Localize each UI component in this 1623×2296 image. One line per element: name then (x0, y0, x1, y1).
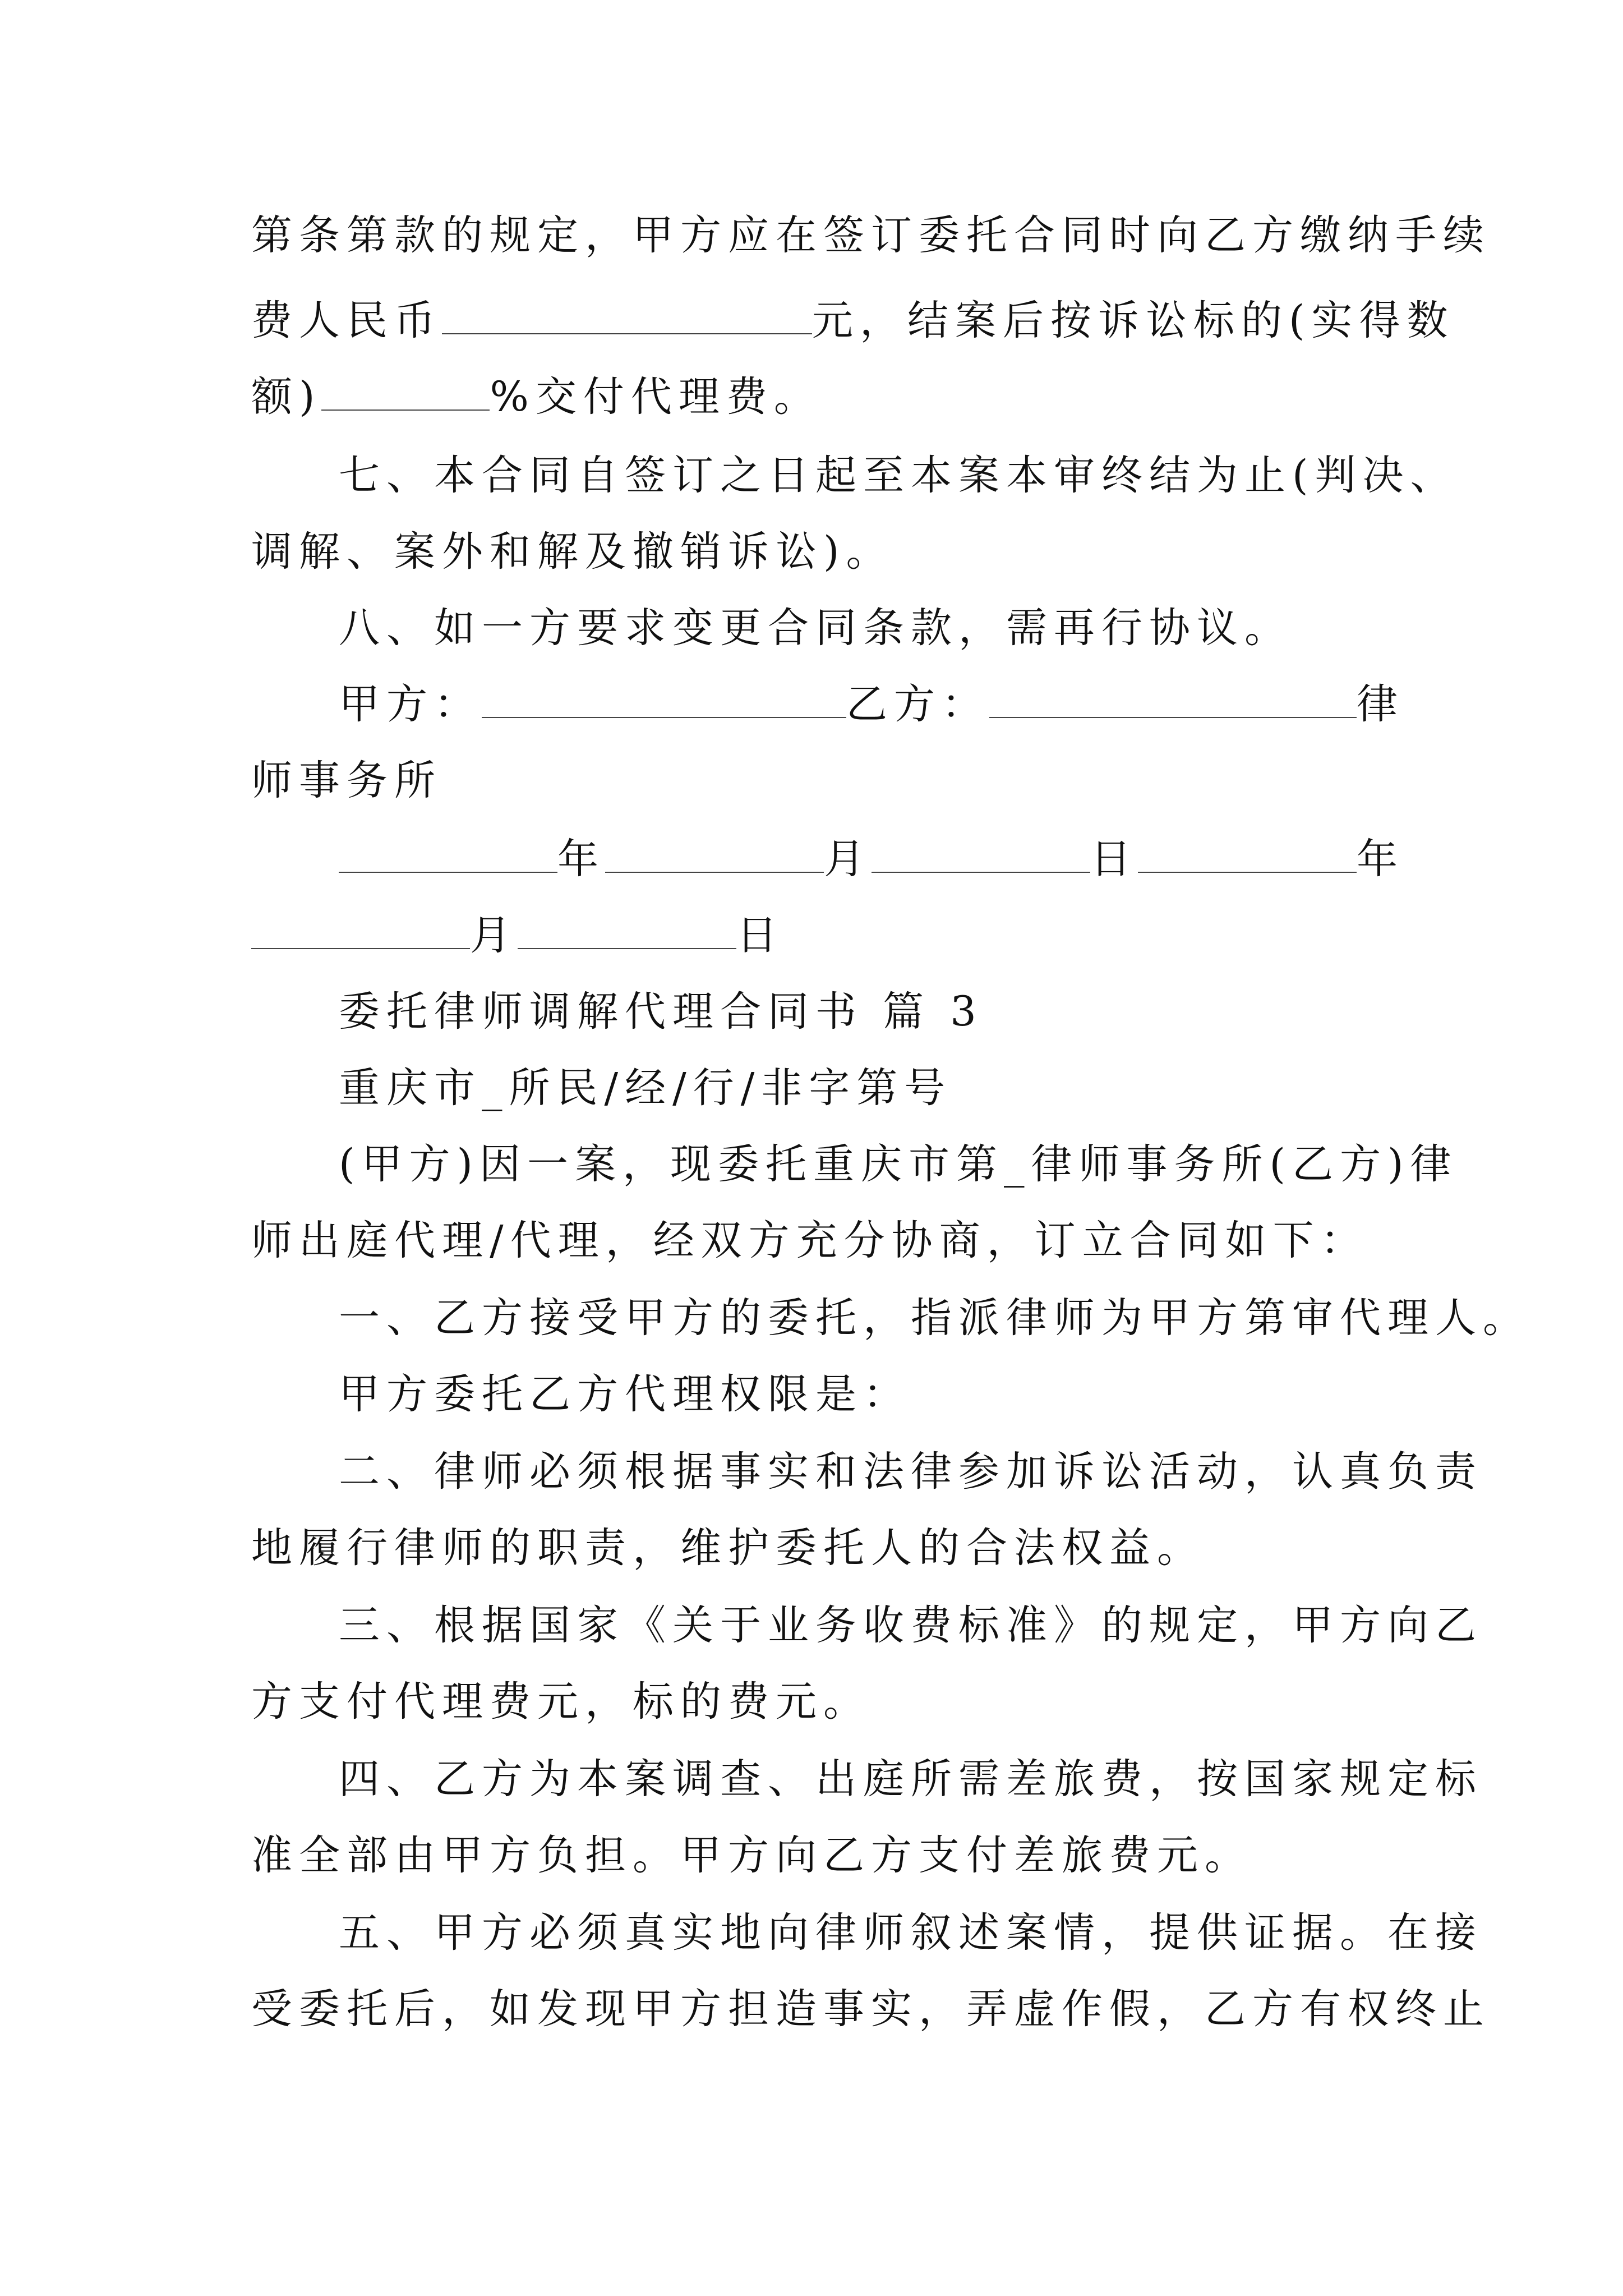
date-line-1 (339, 821, 1404, 898)
year-a-blank[interactable] (339, 832, 557, 873)
percent-text: %交付代理费。 (490, 373, 822, 421)
clause-1: 一、乙方接受甲方的委托，指派律师为甲方第审代理人。 (339, 1294, 1530, 1342)
day-a-blank[interactable] (872, 832, 1090, 873)
text-line-2 (251, 283, 1455, 359)
text-line-1: 第条第款的规定，甲方应在签订委托合同时向乙方缴纳手续 (251, 211, 1491, 259)
clause-8: 八、如一方要求变更合同条款，需再行协议。 (339, 604, 1292, 652)
fee-text: 元，结案后按诉讼标的(实得数 (812, 297, 1455, 344)
day-b-label: 日 (736, 912, 784, 959)
case-number: 重庆市_所民/经/行/非字第号 (339, 1064, 952, 1112)
month-a-blank[interactable] (605, 832, 824, 873)
fee-amount-blank[interactable] (442, 294, 812, 334)
clause-4-line-2: 准全部由甲方负担。甲方向乙方支付差旅费元。 (251, 1832, 1252, 1879)
day-a-label: 日 (1090, 835, 1138, 883)
clause-3-line-2: 方支付代理费元，标的费元。 (251, 1678, 871, 1726)
party-b-blank[interactable] (989, 678, 1357, 718)
clause-5-line-2: 受委托后，如发现甲方担造事实，弄虚作假，乙方有权终止 (251, 1985, 1491, 2033)
party-b-label: 乙方： (846, 680, 989, 728)
clause-7-line-1: 七、本合同自签订之日起至本案本审终结为止(判决、 (339, 452, 1458, 499)
section-heading: 委托律师调解代理合同书 篇 3 (339, 988, 983, 1036)
clause-5-line-1: 五、甲方必须真实地向律师叙述案情，提供证据。在接 (339, 1909, 1483, 1957)
clause-4-line-1: 四、乙方为本案调查、出庭所需差旅费，按国家规定标 (339, 1755, 1483, 1803)
amount-label: 额) (251, 373, 322, 421)
date-line-2 (251, 898, 1390, 974)
clause-7-line-2: 调解、案外和解及撤销诉讼)。 (251, 528, 894, 576)
percent-blank[interactable] (321, 370, 490, 411)
clause-3-line-1: 三、根据国家《关于业务收费标准》的规定，甲方向乙 (339, 1602, 1483, 1649)
signature-line (339, 666, 1404, 743)
law-firm-suffix: 师事务所 (251, 757, 442, 804)
party-a-label: 甲方： (339, 680, 482, 728)
year-b-blank[interactable] (1138, 832, 1357, 873)
year-b-label: 年 (1357, 835, 1404, 883)
intro-line-1: (甲方)因一案，现委托重庆市第_律师事务所(乙方)律 (339, 1140, 1458, 1188)
year-a-label: 年 (557, 835, 605, 883)
month-b-label: 月 (470, 912, 518, 959)
fee-label: 费人民币 (251, 297, 442, 344)
authority-scope: 甲方委托乙方代理权限是： (339, 1370, 911, 1418)
law-firm-prefix: 律 (1357, 680, 1404, 728)
clause-2-line-2: 地履行律师的职责，维护委托人的合法权益。 (251, 1524, 1205, 1572)
intro-line-2: 师出庭代理/代理，经双方充分协商，订立合同如下： (251, 1217, 1368, 1264)
party-a-blank[interactable] (482, 678, 846, 718)
day-b-blank[interactable] (518, 909, 736, 949)
clause-2-line-1: 二、律师必须根据事实和法律参加诉讼活动，认真负责 (339, 1448, 1483, 1496)
month-a-label: 月 (824, 835, 872, 883)
month-b-blank[interactable] (251, 909, 470, 949)
text-line-3 (251, 359, 1390, 435)
